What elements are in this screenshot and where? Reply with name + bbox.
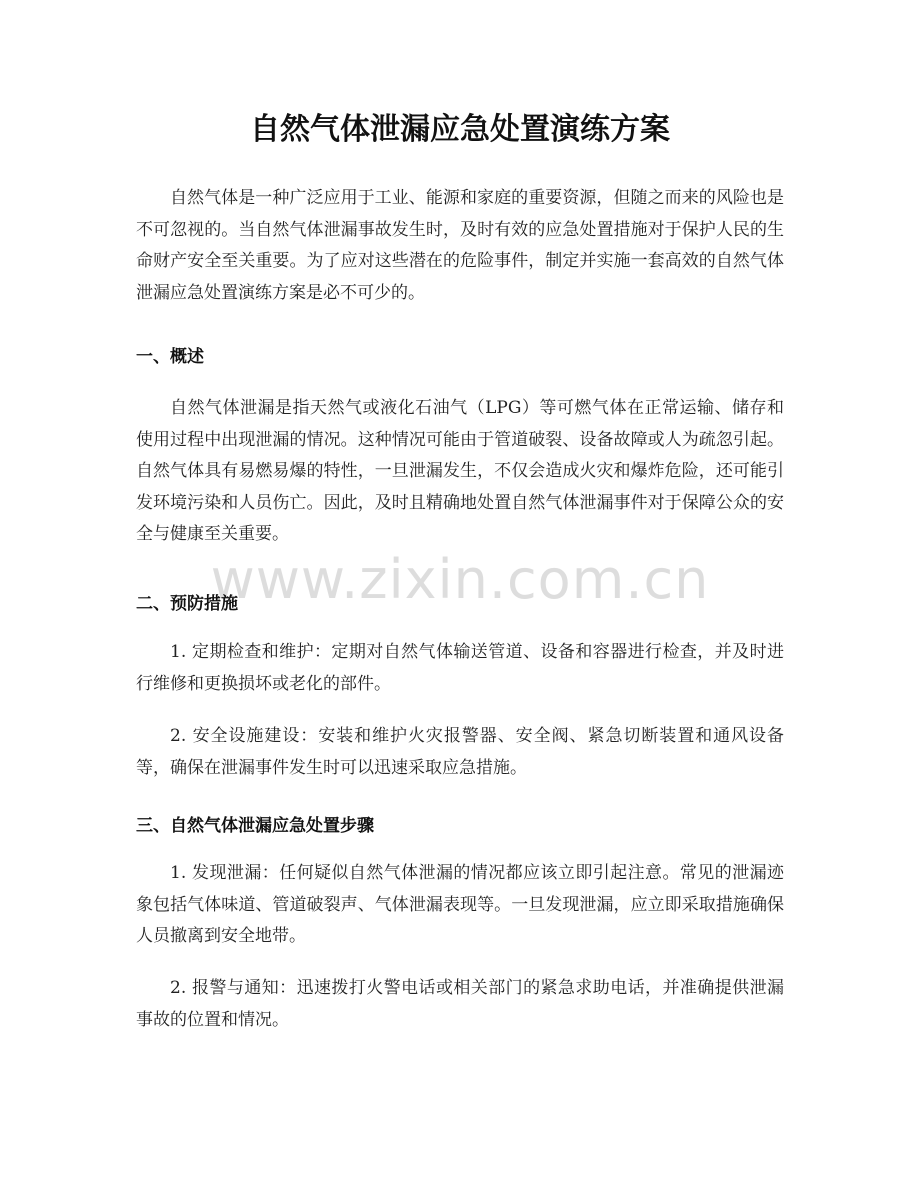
emergency-step-1: 1. 发现泄漏：任何疑似自然气体泄漏的情况都应该立即引起注意。常见的泄漏迹象包括气体味道、管道破裂声、气体泄漏表现等。一旦发现泄漏，应立即采取措施确保人员撤离到安全地带。	[136, 863, 784, 946]
prevention-item-2: 2. 安全设施建设：安装和维护火灾报警器、安全阀、紧急切断装置和通风设备等，确保在泄漏事件发生时可以迅速采取应急措施。	[136, 726, 784, 778]
section-heading-emergency-steps: 三、自然气体泄漏应急处置步骤	[136, 816, 374, 836]
intro-paragraph: 自然气体是一种广泛应用于工业、能源和家庭的重要资源，但随之而来的风险也是不可忽视的。当自然气体泄漏事故发生时，及时有效的应急处置措施对于保护人民的生命财产安全至关重要。为了应对这些潜在的危险事件，制定并实施一套高效的自然气体泄漏应急处置演练方案是必不可少的。	[136, 188, 784, 303]
document-title: 自然气体泄漏应急处置演练方案	[250, 112, 670, 147]
section-heading-overview: 一、概述	[136, 347, 204, 367]
watermark: www.zixin.com.cn	[210, 548, 710, 611]
section-heading-prevention: 二、预防措施	[136, 594, 238, 614]
overview-paragraph: 自然气体泄漏是指天然气或液化石油气（LPG）等可燃气体在正常运输、储存和使用过程中出现泄漏的情况。这种情况可能由于管道破裂、设备故障或人为疏忽引起。自然气体具有易燃易爆的特性，一旦泄漏发生，不仅会造成火灾和爆炸危险，还可能引发环境污染和人员伤亡。因此，及时且精确地处置自然气体泄漏事件对于保障公众的安全与健康至关重要。	[136, 398, 784, 544]
prevention-item-1: 1. 定期检查和维护：定期对自然气体输送管道、设备和容器进行检查，并及时进行维修和更换损坏或老化的部件。	[136, 642, 784, 694]
emergency-step-2: 2. 报警与通知：迅速拨打火警电话或相关部门的紧急求助电话，并准确提供泄漏事故的位置和情况。	[136, 978, 784, 1030]
